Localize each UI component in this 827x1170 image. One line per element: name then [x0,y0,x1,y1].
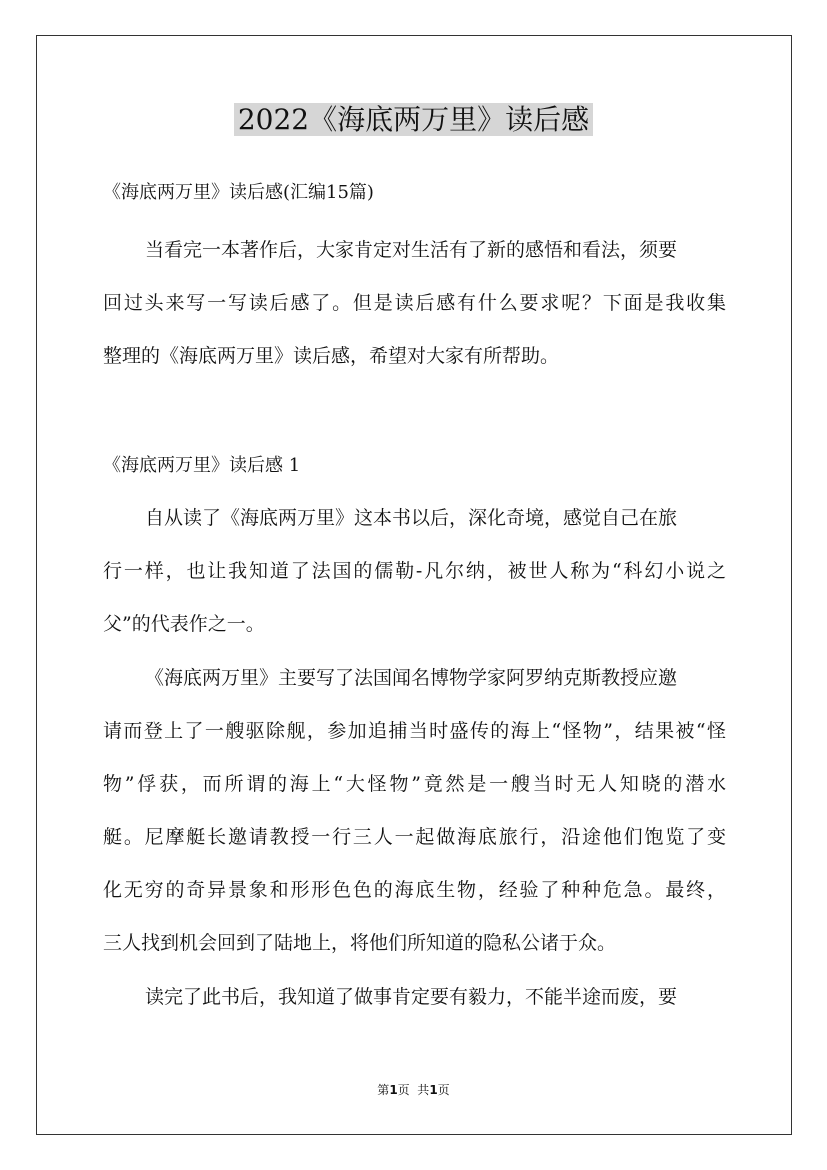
footer-middle: 页 共 [397,1083,430,1097]
section-heading: 《海底两万里》读后感 1 [103,455,301,476]
document-title-text: 2022《海底两万里》读后感 [234,103,593,136]
paragraph2-line-4: 艇。尼摩艇长邀请教授一行三人一起做海底旅行，沿途他们饱览了变 [103,826,726,848]
paragraph2-line-3: 物”俘获，而所谓的海上“大怪物”竟然是一艘当时无人知晓的潜水 [103,773,726,795]
paragraph1-line-2: 行一样，也让我知道了法国的儒勒-凡尔纳，被世人称为“科幻小说之 [103,560,726,582]
intro-line-2: 回过头来写一写读后感了。但是读后感有什么要求呢？下面是我收集 [103,292,726,314]
intro-line-1: 当看完一本著作后，大家肯定对生活有了新的感悟和看法，须要 [145,239,678,261]
intro-line-3: 整理的《海底两万里》读后感，希望对大家有所帮助。 [103,345,560,367]
paragraph1-line-3: 父”的代表作之一。 [103,613,265,635]
page-footer [0,1080,827,1100]
footer-page-total: 1 [429,1083,438,1097]
paragraph2-line-2: 请而登上了一艘驱除舰，参加追捕当时盛传的海上“怪物”，结果被“怪 [103,720,726,742]
document-title [0,100,827,140]
paragraph3-line-1: 读完了此书后，我知道了做事肯定要有毅力，不能半途而废，要 [145,986,678,1008]
paragraph2-line-1: 《海底两万里》主要写了法国闻名博物学家阿罗纳克斯教授应邀 [145,667,678,689]
footer-suffix: 页 [437,1083,450,1097]
document-subtitle: 《海底两万里》读后感(汇编15篇) [103,182,374,203]
paragraph2-line-5: 化无穷的奇异景象和形形色色的海底生物，经验了种种危急。最终， [103,879,726,901]
footer-page-number: 1 [389,1083,398,1097]
footer-prefix: 第 [377,1083,390,1097]
paragraph2-line-6: 三人找到机会回到了陆地上，将他们所知道的隐私公诸于众。 [103,932,617,954]
paragraph1-line-1: 自从读了《海底两万里》这本书以后，深化奇境，感觉自己在旅 [145,507,678,529]
